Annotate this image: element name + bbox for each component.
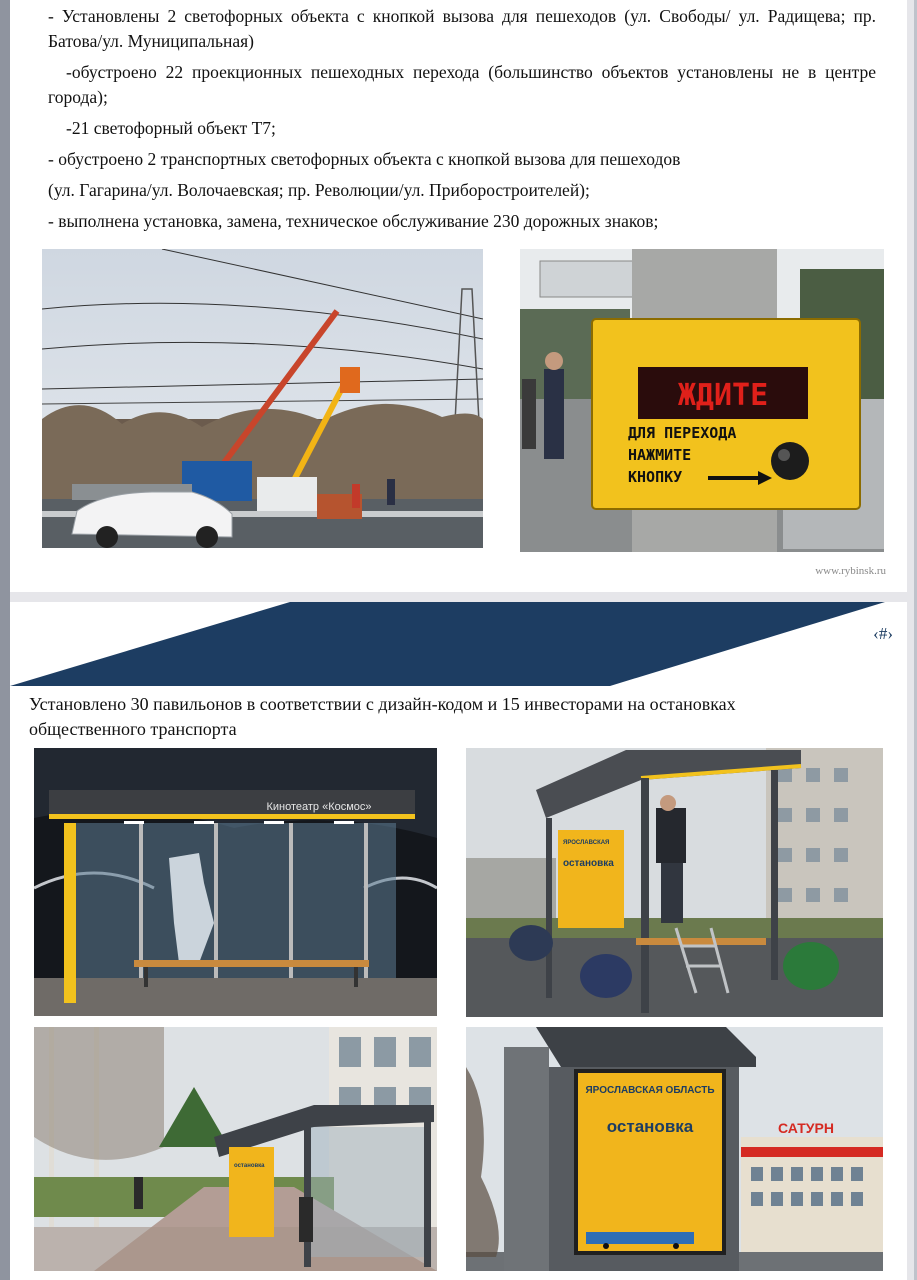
photo-shelter-installation: [466, 748, 883, 1017]
achievement-line: -21 светофорный объект Т7;: [66, 118, 276, 138]
photo-pedestrian-button: [520, 249, 884, 552]
svg-text:остановка: остановка: [563, 858, 614, 869]
slide-heading-continued: общественного транспорта: [29, 719, 237, 739]
left-edge-strip: [0, 0, 10, 1280]
sign-line-1: ДЛЯ ПЕРЕХОДА: [628, 424, 737, 442]
achievement-line: -обустроено 22 проекционных пешеходных перехода (большинство объектов установлены не в центре города);: [48, 62, 876, 107]
slide-separator: [10, 592, 907, 602]
photo-crane-installation: [42, 249, 483, 548]
achievements-list: [48, 4, 876, 234]
watermark: www.rybinsk.ru: [815, 565, 886, 577]
photo-shelter-poster: [466, 1027, 883, 1271]
led-display-text: ЖДИТЕ: [677, 378, 769, 413]
page-number: ‹#›: [873, 624, 893, 643]
sign-line-2: НАЖМИТЕ: [628, 446, 692, 464]
achievement-line: (ул. Гагарина/ул. Волочаевская; пр. Революции/ул. Приборостроителей);: [48, 180, 590, 200]
shelter-name-sign: Кинотеатр «Космос»: [266, 801, 372, 813]
building-sign: САТУРН: [778, 1120, 834, 1136]
poster-title: остановка: [606, 1117, 694, 1136]
header-banner: [10, 602, 907, 688]
achievement-line: - обустроено 2 транспортных светофорных объекта с кнопкой вызова для пешеходов: [48, 149, 681, 169]
sign-line-3: КНОПКУ: [628, 468, 683, 486]
slide-bus-shelters: [10, 602, 907, 1280]
photo-shelter-night: [34, 748, 437, 1016]
poster-region: ЯРОСЛАВСКАЯ ОБЛАСТЬ: [585, 1085, 715, 1096]
slide-heading: Установлено 30 павильонов в соответствии с дизайн-кодом и 15 инвесторами на остановках: [29, 694, 736, 714]
svg-text:остановка: остановка: [234, 1163, 265, 1169]
svg-text:ЯРОСЛАВСКАЯ: ЯРОСЛАВСКАЯ: [563, 840, 610, 846]
photo-shelter-sidewalk: [34, 1027, 437, 1271]
slide-traffic-lights: [10, 0, 907, 592]
achievement-line: - Установлены 2 светофорных объекта с кнопкой вызова для пешеходов (ул. Свободы/ ул. Радищева; пр. Батова/ул. Муниципальная): [48, 6, 876, 51]
achievement-line: - выполнена установка, замена, техническое обслуживание 230 дорожных знаков;: [48, 211, 659, 231]
